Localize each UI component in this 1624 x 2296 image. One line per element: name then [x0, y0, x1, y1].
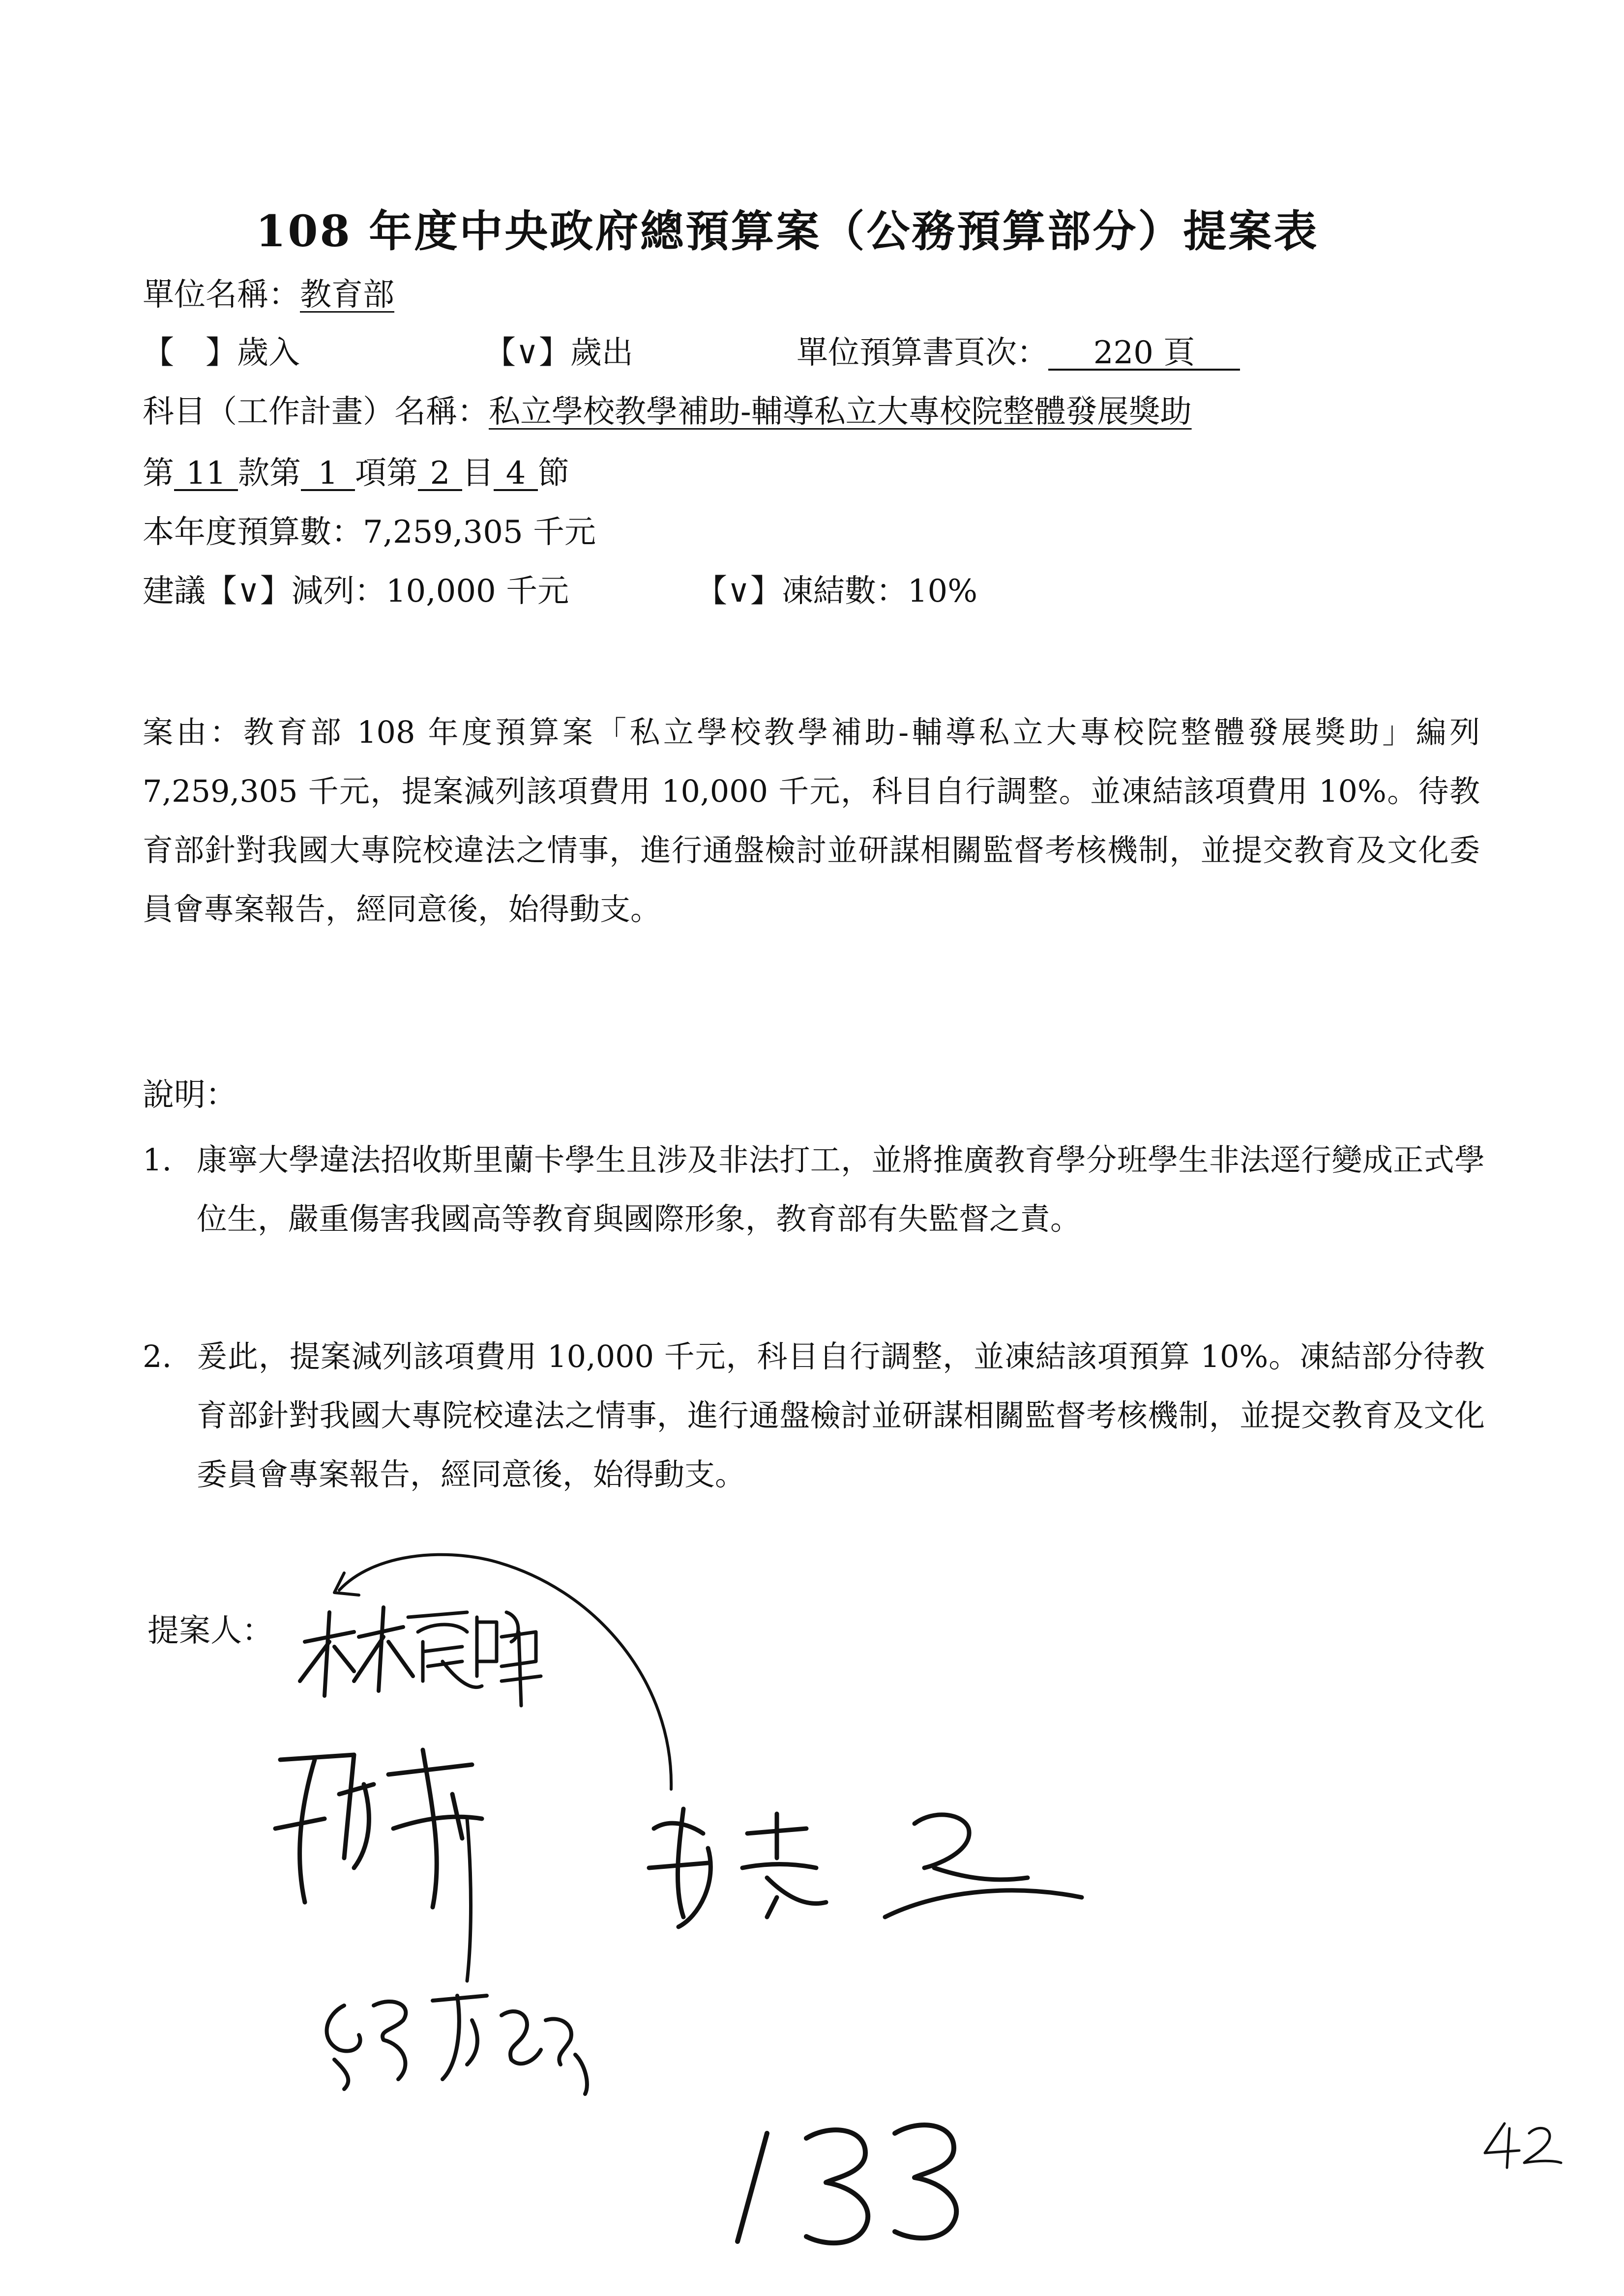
- reason-paragraph: 案由：教育部 108 年度預算案「私立學校教學補助-輔導私立大專校院整體發展獎助」編列 7,259,305 千元，提案減列該項費用 10,000 千元，科目自行調整。並凍結該項費用 10%。待教育部針對我國大專院校違法之情事，進行通盤檢討並研謀相關監督考核機制，並提交教育及文化委員會專案報告，經同意後，始得動支。: [143, 714, 1480, 927]
- section-xiang: 1: [301, 458, 355, 491]
- income-checkbox: 【 】歲入: [143, 335, 300, 371]
- page-title: 108 年度中央政府總預算案（公務預算部分）提案表: [256, 205, 1319, 257]
- page-ref-value: 220 頁: [1048, 337, 1240, 371]
- section-text: 項第: [355, 455, 418, 492]
- item-text: 爰此，提案減列該項費用 10,000 千元，科目自行調整，並凍結該項預算 10%。凍結部分待教育部針對我國大專院校違法之情事，進行通盤檢討並研謀相關監督考核機制，並提交教育及文化委員會專案報告，經同意後，始得動支。: [197, 1338, 1485, 1492]
- signature-4: [327, 1996, 587, 2094]
- item-number: 1.: [143, 1142, 172, 1178]
- proposal-freeze: 【∨】凍結數：10%: [696, 573, 978, 610]
- section-text: 目: [462, 455, 494, 492]
- handwritten-number-133: [738, 2125, 956, 2243]
- signature-2: [275, 1750, 482, 1981]
- subject-label: 科目（工作計畫）名稱：: [143, 394, 489, 430]
- item-number: 2.: [143, 1338, 172, 1374]
- signature-arrow: [339, 1555, 671, 1789]
- explain-label: 說明：: [143, 1077, 237, 1113]
- corner-number-42: [1485, 2123, 1561, 2168]
- section-text: 款第: [238, 455, 301, 492]
- unit-value: 教育部: [300, 277, 394, 313]
- section-text: 第: [143, 455, 174, 492]
- section-jie: 4: [494, 458, 538, 491]
- unit-label: 單位名稱：: [143, 277, 300, 313]
- page-ref-label: 單位預算書頁次：: [797, 335, 1048, 371]
- proposal-cut: 建議【∨】減列：10,000 千元: [143, 573, 569, 610]
- signature-1: [300, 1607, 541, 1706]
- expense-checkbox: 【∨】歲出: [484, 335, 633, 371]
- proposer-label: 提案人：: [148, 1613, 273, 1649]
- section-text: 節: [538, 455, 569, 492]
- budget-amount: 本年度預算數：7,259,305 千元: [143, 514, 596, 551]
- section-mu: 2: [418, 458, 462, 491]
- subject-value: 私立學校教學補助-輔導私立大專校院整體發展獎助: [489, 394, 1192, 430]
- item-text: 康寧大學違法招收斯里蘭卡學生且涉及非法打工，並將推廣教育學分班學生非法逕行變成正式學位生，嚴重傷害我國高等教育與國際形象，教育部有失監督之責。: [197, 1142, 1485, 1237]
- section-kuan: 11: [174, 458, 238, 491]
- signature-3: [649, 1809, 1082, 1927]
